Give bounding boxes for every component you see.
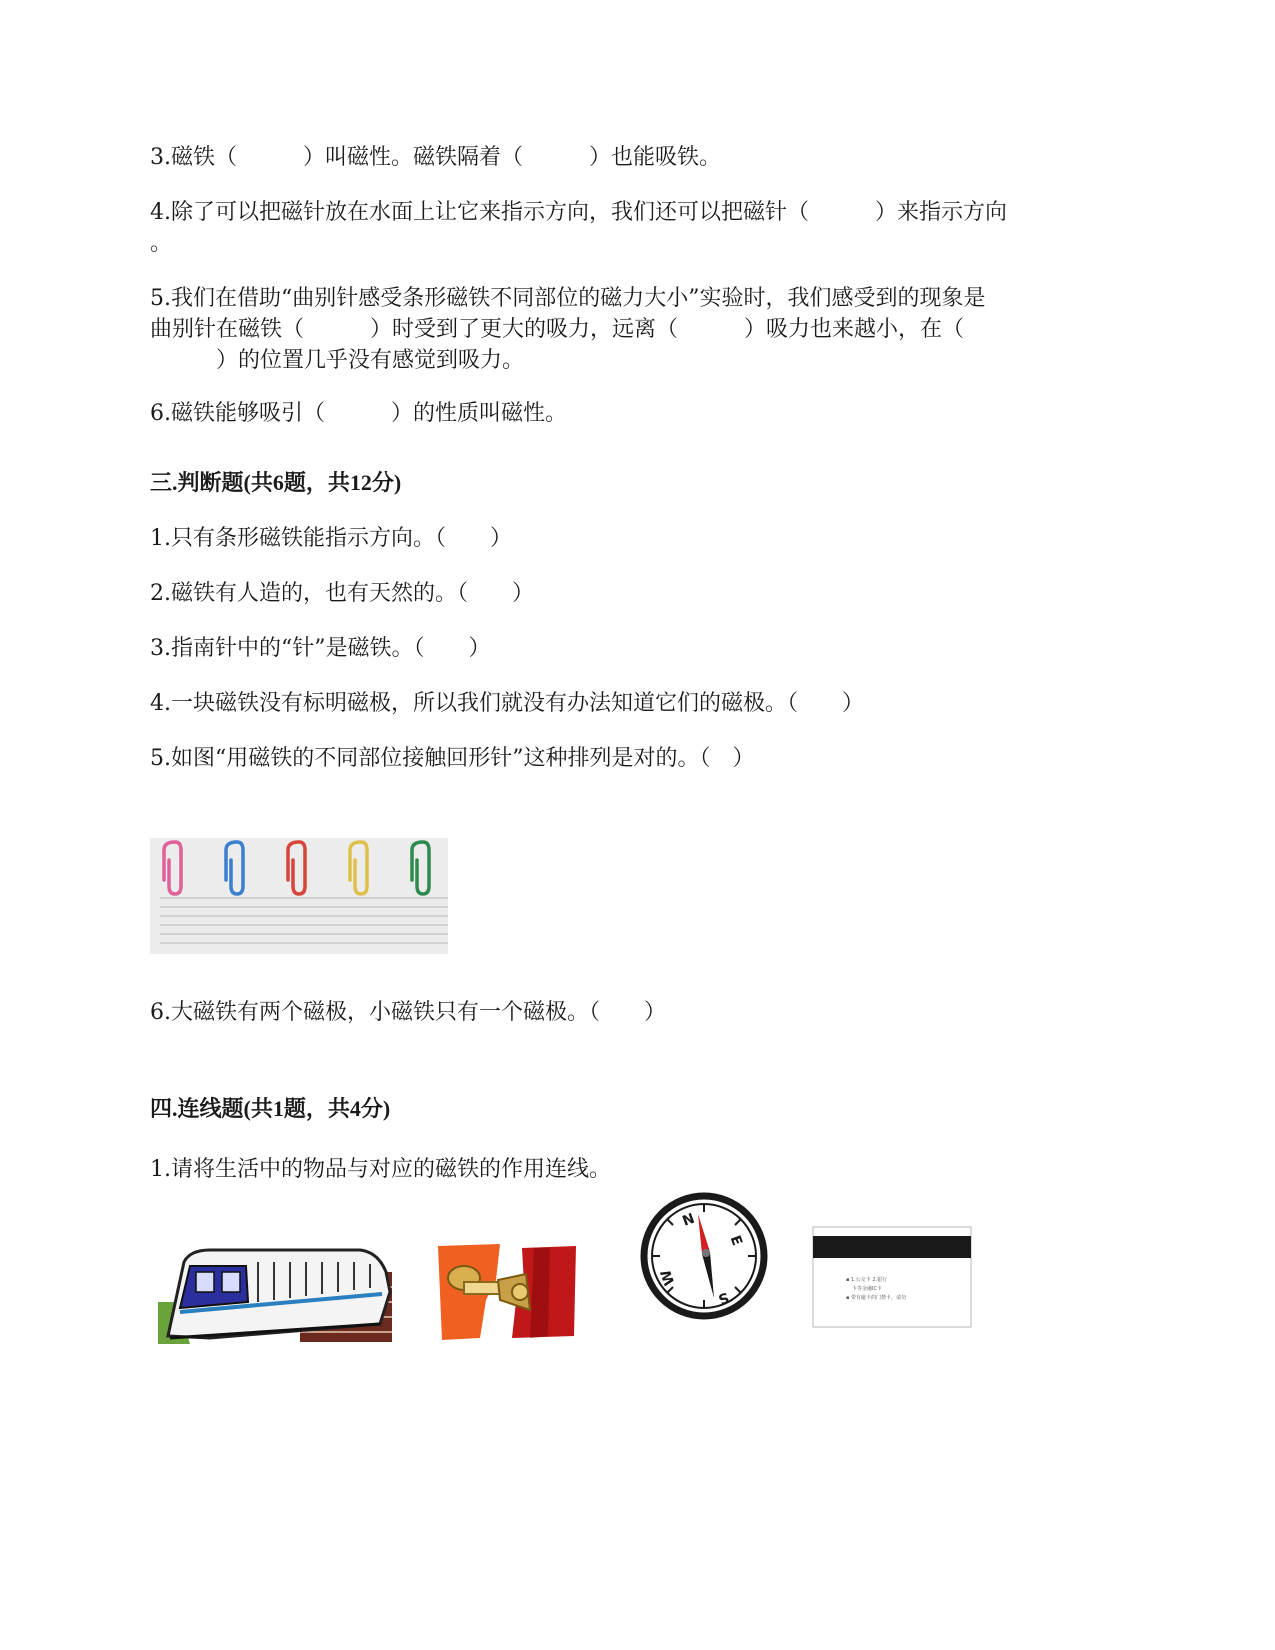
fill-question-5-line3: ）的位置几乎没有感觉到吸力。 [150, 348, 525, 373]
judge-section-heading: 三.判断题(共6题，共12分) [150, 470, 402, 495]
card-text-line-3: ▪ 带有磁卡的门禁卡，请勿 [846, 1295, 906, 1301]
judge-question-4: 4.一块磁铁没有标明磁极，所以我们就没有办法知道它们的磁极。（ ） [150, 691, 864, 716]
card-text-line-2: 卡等金融IC卡 [852, 1286, 882, 1292]
fill-question-4-line1: 4.除了可以把磁针放在水面上让它来指示方向，我们还可以把磁针（ ）来指示方向 [150, 200, 1007, 225]
judge-question-2: 2.磁铁有人造的，也有天然的。（ ） [150, 581, 534, 606]
judge-question-6: 6.大磁铁有两个磁极，小磁铁只有一个磁极。（ ） [150, 1000, 666, 1025]
fill-question-4-line2: 。 [150, 231, 173, 256]
magnetic-card-image [812, 1226, 972, 1328]
fill-question-5-line2: 曲别针在磁铁（ ）时受到了更大的吸力，远离（ ）吸力也来越小，在（ [150, 317, 965, 342]
maglev-train-image [150, 1242, 392, 1344]
compass-letter-south: S [715, 1288, 731, 1308]
fill-question-3: 3.磁铁（ ）叫磁性。磁铁隔着（ ）也能吸铁。 [150, 145, 721, 170]
judge-question-3: 3.指南针中的“针”是磁铁。（ ） [150, 636, 491, 661]
card-text-line-1: ▪ 1.公交卡 2.银行 [846, 1277, 888, 1283]
match-section-heading: 四.连线题(共1题，共4分) [150, 1096, 391, 1121]
fill-question-6: 6.磁铁能够吸引（ ）的性质叫磁性。 [150, 401, 567, 426]
paperclip-photo [150, 838, 448, 954]
judge-question-5: 5.如图“用磁铁的不同部位接触回形针”这种排列是对的。（ ） [150, 746, 755, 771]
compass-image [638, 1190, 770, 1322]
compass-letter-north: N [680, 1210, 697, 1230]
compass-letter-west: W [658, 1267, 679, 1288]
judge-question-1: 1.只有条形磁铁能指示方向。（ ） [150, 526, 512, 551]
match-question-1: 1.请将生活中的物品与对应的磁铁的作用连线。 [150, 1157, 611, 1182]
compass-letter-east: E [726, 1233, 745, 1248]
fill-question-5-line1: 5.我们在借助“曲别针感受条形磁铁不同部位的磁力大小”实验时，我们感受到的现象是 [150, 286, 986, 311]
door-magnet-image [434, 1240, 580, 1344]
